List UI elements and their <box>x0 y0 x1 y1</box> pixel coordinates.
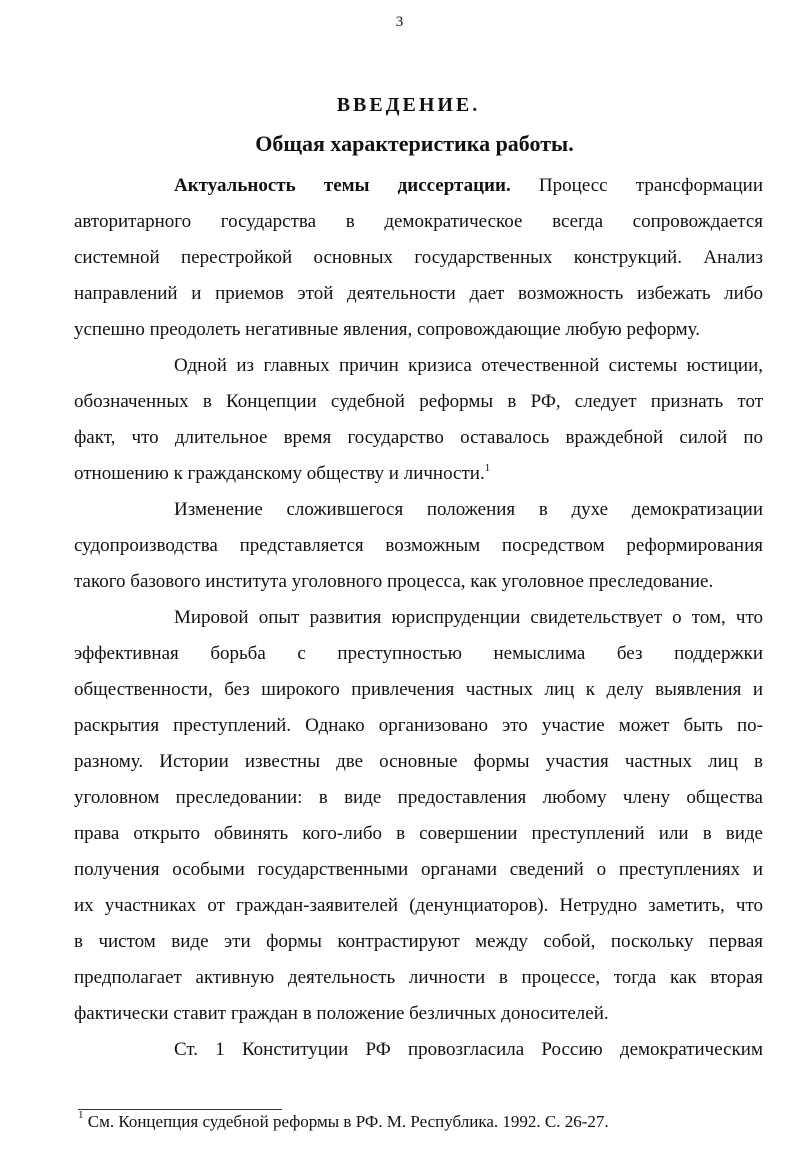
text-line <box>74 746 763 782</box>
text-line <box>74 242 763 278</box>
section-title: ВВЕДЕНИЕ. <box>336 94 481 116</box>
line-text: уголовном преследовании: в виде предоставления любому члену общества <box>74 787 763 808</box>
line-text: Мировой опыт развития юриспруденции свидетельствует о том, что <box>174 607 763 628</box>
line-text: их участниках от граждан-заявителей (денунциаторов). Нетрудно заметить, что <box>74 895 763 916</box>
text-line <box>74 854 763 890</box>
line-text: права открыто обвинять кого-либо в совершении преступлений или в виде <box>74 823 763 844</box>
text-line <box>74 566 763 602</box>
text-line <box>74 314 763 350</box>
line-text: фактически ставит граждан в положение безличных доносителей. <box>74 1003 609 1024</box>
text-line <box>74 638 763 674</box>
line-text: Ст. 1 Конституции РФ провозгласила Россию демократическим <box>174 1039 763 1060</box>
line-text: в чистом виде эти формы контрастируют между собой, поскольку первая <box>74 931 763 952</box>
text-line <box>74 674 763 710</box>
text-line <box>74 206 763 242</box>
lead-bold: Актуальность темы диссертации. <box>174 175 511 196</box>
text-line <box>74 998 763 1034</box>
section-subtitle: Общая характеристика работы. <box>255 131 574 156</box>
line-text: направлений и приемов этой деятельности дает возможность избежать либо <box>74 283 763 304</box>
line-text: авторитарного государства в демократическое всегда сопровождается <box>74 211 763 232</box>
text-line <box>74 422 763 458</box>
line-text: раскрытия преступлений. Однако организовано это участие может быть по- <box>74 715 763 736</box>
text-line <box>74 890 763 926</box>
text-line <box>74 602 763 638</box>
line-text: Одной из главных причин кризиса отечественной системы юстиции, <box>174 355 763 376</box>
line-text: успешно преодолеть негативные явления, сопровождающие любую реформу. <box>74 319 701 340</box>
text-line <box>74 350 763 386</box>
line-text: системной перестройкой основных государственных конструкций. Анализ <box>74 247 763 268</box>
text-line <box>74 170 763 206</box>
text-line <box>74 458 763 494</box>
text-line <box>74 530 763 566</box>
line-text: отношению к гражданскому обществу и личности. <box>74 463 485 484</box>
line-text: судопроизводства представляется возможным посредством реформирования <box>74 535 763 556</box>
line-text: факт, что длительное время государство оставалось враждебной силой по <box>74 427 763 448</box>
footnote-divider <box>78 1109 282 1110</box>
text-line <box>74 962 763 998</box>
page-number: 3 <box>395 14 404 30</box>
line-text: Изменение сложившегося положения в духе демократизации <box>174 499 763 520</box>
line-text: общественности, без широкого привлечения частных лиц к делу выявления и <box>74 679 763 700</box>
text-line <box>74 926 763 962</box>
footnote-number: 1 <box>78 1109 84 1121</box>
body-text <box>74 170 763 1070</box>
footnote-ref: 1 <box>484 462 491 474</box>
line-text: Процесс трансформации <box>510 175 763 196</box>
footnote-text: См. Концепция судебной реформы в РФ. М. Республика. 1992. С. 26-27. <box>83 1112 609 1131</box>
line-text: получения особыми государственными органами сведений о преступлениях и <box>74 859 763 880</box>
text-line <box>74 386 763 422</box>
line-text: обозначенных в Концепции судебной реформы в РФ, следует признать тот <box>74 391 763 412</box>
line-text: разному. Истории известны две основные формы участия частных лиц в <box>74 751 763 772</box>
text-line <box>74 278 763 314</box>
line-text: эффективная борьба с преступностью немыслима без поддержки <box>74 643 763 664</box>
line-text: такого базового института уголовного процесса, как уголовное преследование. <box>74 571 714 592</box>
footnote <box>78 1109 609 1132</box>
text-line <box>74 818 763 854</box>
text-line <box>74 710 763 746</box>
text-line <box>74 494 763 530</box>
line-text: предполагает активную деятельность личности в процессе, тогда как вторая <box>74 967 763 988</box>
text-line <box>74 1034 763 1070</box>
text-line <box>74 782 763 818</box>
